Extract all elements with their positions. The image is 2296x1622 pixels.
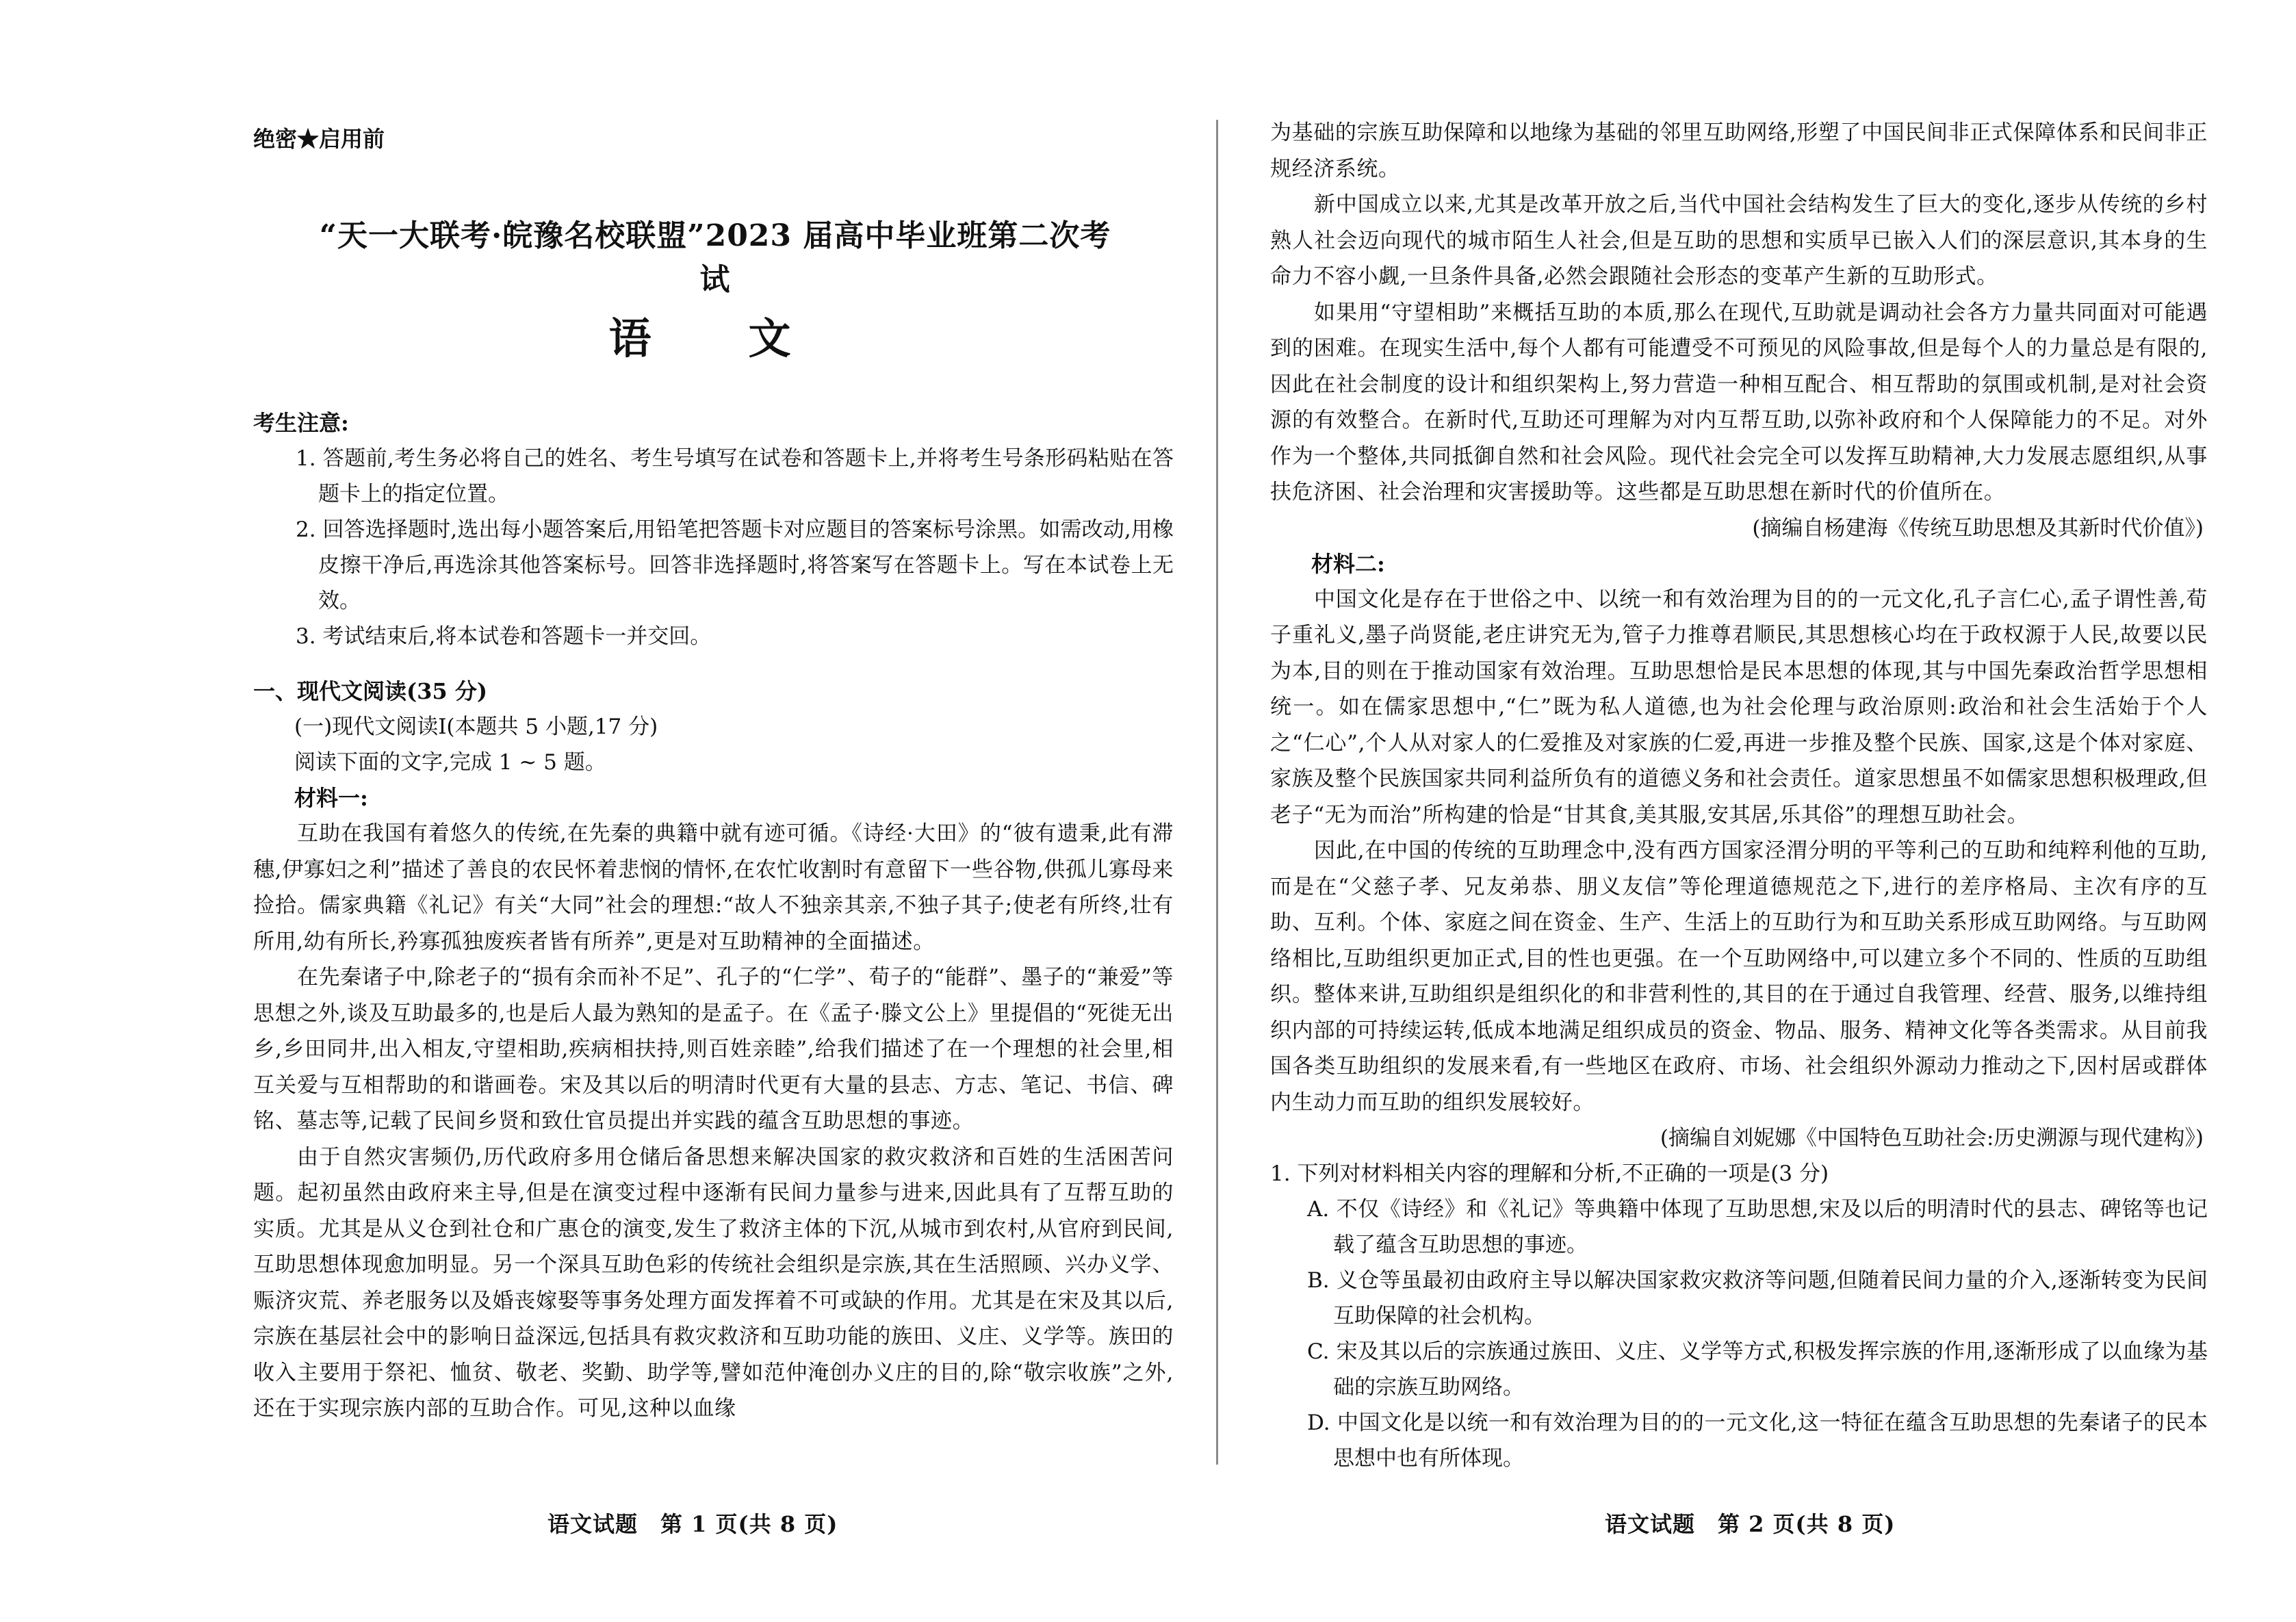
notice-heading: 考生注意: <box>253 410 349 436</box>
material-two-label: 材料二: <box>1311 550 1385 577</box>
right-content <box>1270 115 2208 1476</box>
page-footer: 语文试题 第 2 页(共 8 页) <box>1605 1511 1896 1537</box>
sub-heading: (一)现代文阅读Ⅰ(本题共 5 小题,17 分) <box>294 715 658 739</box>
instruction: 阅读下面的文字,完成 1 ~ 5 题。 <box>294 750 606 775</box>
paragraph: 在先秦诸子中,除老子的“损有余而补不足”、孔子的“仁学”、荀子的“能群”、墨子的“兼爱”等思想之外,谈及互助最多的,也是后人最为熟知的是孟子。在《孟子·滕文公上》里提倡的“死徙无出乡,乡田同井,出入相友,守望相助,疾病相扶持,则百姓亲睦”,给我们描述了在一个理想的社会里,相互关爱与互相帮助的和谐画卷。宋及其以后的明清时代更有大量的县志、方志、笔记、书信、碑铭、墓志等,记载了民间乡贤和致仕官员提出并实践的蕴含互助思想的事迹。 <box>253 965 1174 1133</box>
notice-item: 2. 回答选择题时,选出每小题答案后,用铅笔把答题卡对应题目的答案标号涂黑。如需改动,用橡皮擦干净后,再选涂其他答案标号。回答非选择题时,将答案写在答题卡上。写在本试卷上无效。 <box>296 517 1174 613</box>
notice-item: 3. 考试结束后,将本试卷和答题卡一并交回。 <box>296 624 712 649</box>
paragraph-continuation: 为基础的宗族互助保障和以地缘为基础的邻里互助网络,形塑了中国民间非正式保障体系和民间非正规经济系统。 <box>1270 120 2208 181</box>
paragraph: 新中国成立以来,尤其是改革开放之后,当代中国社会结构发生了巨大的变化,逐步从传统的乡村熟人社会迈向现代的城市陌生人社会,但是互助的思想和实质早已嵌入人们的深层意识,其本身的生命力不容小觑,一旦条件具备,必然会跟随社会形态的变革产生新的互助形式。 <box>1270 192 2208 289</box>
paragraph: 中国文化是存在于世俗之中、以统一和有效治理为目的的一元文化,孔子言仁心,孟子谓性善,荀子重礼义,墨子尚贤能,老庄讲究无为,管子力推尊君顺民,其思想核心均在于政权源于人民,故要以民为本,目的则在于推动国家有效治理。互助思想恰是民本思想的体现,其与中国先秦政治哲学思想相统一。如在儒家思想中,“仁”既为私人道德,也为社会伦理与政治原则:政治和社会生活始于个人之“仁心”,个人从对家人的仁爱推及对家族的仁爱,再进一步推及整个民族、国家,这是个体对家庭、家族及整个民族国家共同利益所负有的道德义务和社会责任。道家思想虽不如儒家思想积极理政,但老子“无为而治”所构建的恰是“甘其食,美其服,安其居,乐其俗”的理想互助社会。 <box>1270 587 2208 827</box>
subject-title: 语 文 <box>608 313 818 363</box>
paragraph: 如果用“守望相助”来概括互助的本质,那么在现代,互助就是调动社会各方力量共同面对可能遇到的困难。在现实生活中,每个人都有可能遭受不可预见的风险事故,但是每个人的力量总是有限的,因此在社会制度的设计和组织架构上,努力营造一种相互配合、相互帮助的氛围或机制,是对社会资源的有效整合。在新时代,互助还可理解为对内互帮互助,以弥补政府和个人保障能力的不足。对外作为一个整体,共同抵御自然和社会风险。现代社会完全可以发挥互助精神,大力发展志愿组织,从事扶危济困、社会治理和灾害援助等。这些都是互助思想在新时代的价值所在。 <box>1270 300 2208 504</box>
question-1: 1. 下列对材料相关内容的理解和分析,不正确的一项是(3 分) <box>1270 1161 1829 1186</box>
option-a: A. 不仅《诗经》和《礼记》等典籍中体现了互助思想,宋及以后的明清时代的县志、碑铭等也记载了蕴含互助思想的事迹。 <box>1307 1197 2208 1257</box>
right-page <box>1225 0 2296 1622</box>
source-citation: (摘编自杨建海《传统互助思想及其新时代价值》) <box>1752 515 2204 541</box>
page-divider <box>1216 120 1218 1465</box>
paragraph: 互助在我国有着悠久的传统,在先秦的典籍中就有迹可循。《诗经·大田》的“彼有遗秉,此有滞穗,伊寡妇之利”描述了善良的农民怀着悲悯的情怀,在农忙收割时有意留下一些谷物,供孤儿寡母来捡拾。儒家典籍《礼记》有关“大同”社会的理想:“故人不独亲其亲,不独子其子;使老有所终,壮有所用,幼有所长,矜寡孤独废疾者皆有所养”,更是对互助精神的全面描述。 <box>253 821 1174 954</box>
option-b: B. 义仓等虽最初由政府主导以解决国家救灾救济等问题,但随着民间力量的介入,逐渐转变为民间互助保障的社会机构。 <box>1307 1268 2208 1328</box>
paragraph: 因此,在中国的传统的互助理念中,没有西方国家泾渭分明的平等利己的互助和纯粹利他的互助,而是在“父慈子孝、兄友弟恭、朋义友信”等伦理道德规范之下,进行的差序格局、主次有序的互助、互利。个体、家庭之间在资金、生产、生活上的互助行为和互助关系形成互助网络。与互助网络相比,互助组织更加正式,目的性也更强。在一个互助网络中,可以建立多个不同的、性质的互助组织。整体来讲,互助组织是组织化的和非营利性的,其目的在于通过自我管理、经营、服务,以维持组织内部的可持续运转,低成本地满足组织成员的资金、物品、服务、精神文化等各类需求。从目前我国各类互助组织的发展来看,有一些地区在政府、市场、社会组织外源动力推动之下,因村居或群体内生动力而互助的组织发展较好。 <box>1270 838 2208 1115</box>
notice-item: 1. 答题前,考生务必将自己的姓名、考生号填写在试卷和答题卡上,并将考生号条形码粘贴在答题卡上的指定位置。 <box>296 446 1174 506</box>
exam-title: “天一大联考·皖豫名校联盟”2023 届高中毕业班第二次考试 <box>319 218 1111 297</box>
page-footer: 语文试题 第 1 页(共 8 页) <box>547 1511 838 1537</box>
option-c: C. 宋及其以后的宗族通过族田、义庄、义学等方式,积极发挥宗族的作用,逐渐形成了以血缘为基础的宗族互助网络。 <box>1307 1339 2208 1400</box>
secret-mark: 绝密★启用前 <box>253 126 385 152</box>
material-one-label: 材料一: <box>294 785 368 811</box>
left-content <box>253 405 1174 1427</box>
option-d: D. 中国文化是以统一和有效治理为目的的一元文化,这一特征在蕴含互助思想的先秦诸子的民本思想中也有所体现。 <box>1307 1411 2208 1471</box>
section-heading: 一、现代文阅读(35 分) <box>253 678 487 704</box>
source-citation: (摘编自刘妮娜《中国特色互助社会:历史溯源与现代建构》) <box>1660 1126 2204 1150</box>
paragraph: 由于自然灾害频仍,历代政府多用仓储后备思想来解决国家的救灾救济和百姓的生活困苦问题。起初虽然由政府来主导,但是在演变过程中逐渐有民间力量参与进来,因此具有了互帮互助的实质。尤其是从义仓到社仓和广惠仓的演变,发生了救济主体的下沉,从城市到农村,从官府到民间,互助思想体现愈加明显。另一个深具互助色彩的传统社会组织是宗族,其在生活照顾、兴办义学、赈济灾荒、养老服务以及婚丧嫁娶等事务处理方面发挥着不可或缺的作用。尤其是在宋及其以后,宗族在基层社会中的影响日益深远,包括具有救灾救济和互助功能的族田、义庄、义学等。族田的收入主要用于祭祀、恤贫、敬老、奖勤、助学等,譬如范仲淹创办义庄的目的,除“敬宗收族”之外,还在于实现宗族内部的互助合作。可见,这种以血缘 <box>253 1144 1174 1421</box>
